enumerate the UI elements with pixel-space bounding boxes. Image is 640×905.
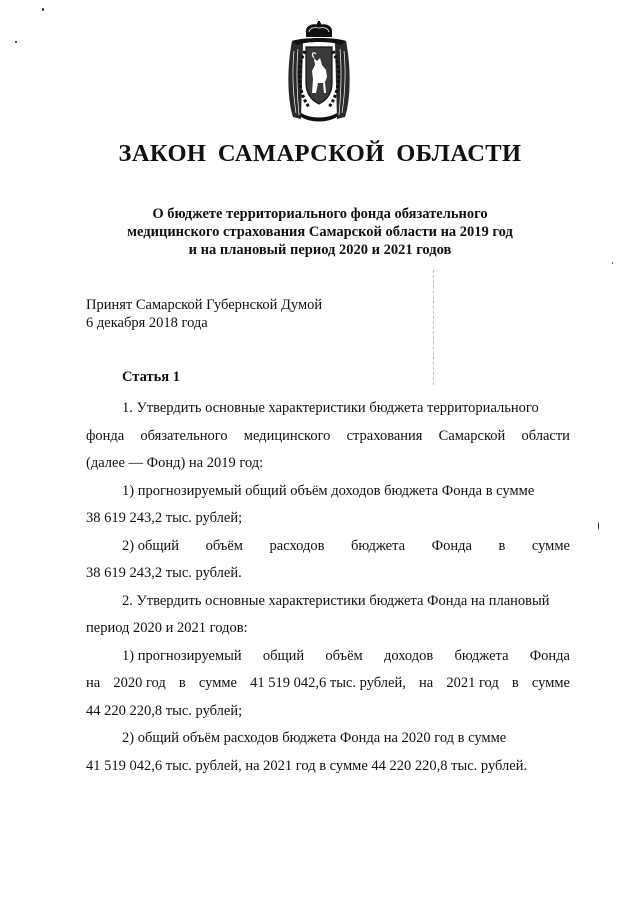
subtitle-line: и на плановый период 2020 и 2021 годов [188,242,452,258]
word: общий [262,647,305,664]
scan-speck [42,8,44,11]
plan-subpoint-1-line-justified [86,670,570,698]
law-title: ЗАКОН САМАРСКОЙ ОБЛАСТИ [118,140,522,167]
scan-speck [612,262,613,264]
word: области [521,427,570,444]
word: 2021 год [446,675,499,691]
adoption-note [86,296,322,332]
word: на [419,675,434,691]
plan-subpoint-2-line: 2) общий объём расходов бюджета Фонда на 2020 год в сумме [122,730,507,746]
word: 2020 год [113,675,166,691]
paragraph-2-line: 2. Утвердить основные характеристики бюджета Фонда на плановый [122,592,550,609]
paragraph-1-line: 1. Утвердить основные характеристики бюджета территориального [122,400,539,416]
word: 41 519 042,6 тыс. рублей, [250,675,406,691]
subpoint-2-line-justified [86,533,570,561]
word: страхования [346,427,423,444]
word: медицинского [243,427,331,444]
word: в [178,675,186,691]
paragraph-1-line: (далее — Фонд) на 2019 год: [86,455,264,471]
word: на [86,675,101,691]
subpoint-1-line: 1) прогнозируемый общий объём доходов бюджета Фонда в сумме [122,482,535,499]
word: доходов [383,647,434,664]
word: в [511,675,519,691]
law-subtitle [60,205,580,259]
word: объём [325,647,363,664]
word: сумме [531,537,570,554]
article-heading: Статья 1 [122,369,180,385]
word: бюджета [351,537,406,554]
scan-fold-line [433,270,434,385]
word: расходов [269,537,325,554]
subtitle-line: О бюджете территориального фонда обязательного [152,206,488,222]
word: сумме [531,675,570,691]
adoption-line: Принят Самарской Губернской Думой [86,297,323,313]
subtitle-line: медицинского страхования Самарской области на 2019 год [127,224,513,240]
coat-of-arms-emblem [283,21,355,125]
word: Фонда [529,647,570,664]
word: Фонда [431,537,472,554]
plan-subpoint-2-line: 41 519 042,6 тыс. рублей, на 2021 год в сумме 44 220 220,8 тыс. рублей. [86,757,528,774]
word: Самарской [438,427,506,444]
plan-subpoint-1-line-justified [86,643,570,671]
word: фонда [86,427,125,444]
article-body [86,395,570,780]
word: бюджета [454,647,509,664]
word: сумме [198,675,237,691]
paragraph-1-line-justified [86,423,570,451]
word: обязательного [140,427,228,444]
word: объём [205,537,243,554]
word: 2) общий [122,537,180,554]
subpoint-1-line: 38 619 243,2 тыс. рублей; [86,510,243,526]
plan-subpoint-1-line: 44 220 220,8 тыс. рублей; [86,702,243,719]
scan-speck [598,522,599,530]
paragraph-2-line: период 2020 и 2021 годов: [86,620,248,636]
word: в [498,537,506,554]
subpoint-2-line: 38 619 243,2 тыс. рублей. [86,565,242,581]
word: 1) прогнозируемый [122,647,242,664]
scan-speck [15,41,17,43]
adoption-date: 6 декабря 2018 года [86,315,208,331]
